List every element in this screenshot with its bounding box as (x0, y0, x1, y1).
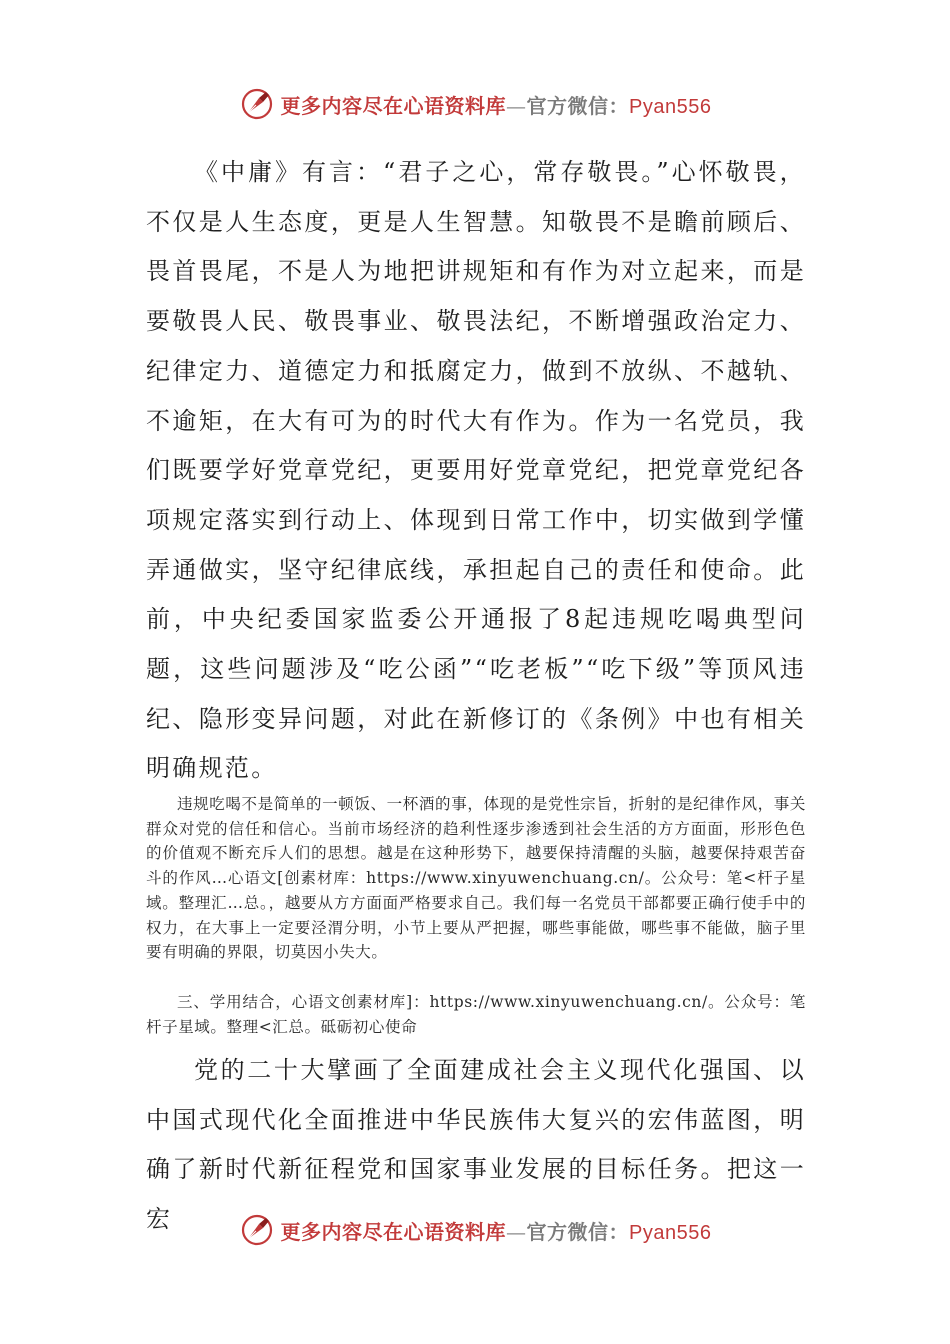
banner-main-text: 更多内容尽在心语资料库 (280, 93, 507, 118)
pen-nib-logo-icon (239, 1212, 275, 1248)
banner-official-label: 官方微信： (526, 1219, 630, 1244)
banner-dash: — (506, 93, 527, 118)
banner-wechat-id: Pyan556 (629, 95, 712, 118)
footer-banner (0, 1210, 950, 1250)
banner-content (239, 1212, 712, 1248)
banner-official-label: 官方微信： (526, 93, 630, 118)
banner-dash: — (506, 1219, 527, 1244)
paragraph-respect: 《中庸》有言：“君子之心，常存敬畏。”心怀敬畏，不仅是人生态度，更是人生智慧。知敬畏不是瞻前顾后、畏首畏尾，不是人为地把讲规矩和有作为对立起来，而是要敬畏人民、敬畏事业、敬畏法纪，不断增强政治定力、纪律定力、道德定力和抵腐定力，做到不放纵、不越轨、不逾矩，在大有可为的时代大有作为。作为一名党员，我们既要学好党章党纪，更要用好党章党纪，把党章党纪各项规定落实到行动上、体现到日常工作中，切实做到学懂弄通做实，坚守纪律底线，承担起自己的责任和使命。此前，中央纪委国家监委公开通报了8起违规吃喝典型问题，这些问题涉及“吃公函”“吃老板”“吃下级”等顶风违纪、隐形变异问题，对此在新修订的《条例》中也有相关明确规范。 (146, 158, 806, 783)
banner-content (239, 86, 712, 122)
header-banner (0, 84, 950, 124)
banner-text (281, 90, 712, 119)
banner-main-text: 更多内容尽在心语资料库 (280, 1219, 507, 1244)
banner-wechat-id: Pyan556 (629, 1221, 712, 1244)
banner-text (281, 1216, 712, 1245)
paragraph-dining-violations: 违规吃喝不是简单的一顿饭、一杯酒的事，体现的是党性宗旨，折射的是纪律作风，事关群众对党的信任和信心。当前市场经济的趋利性逐步渗透到社会生活的方方面面，形形色色的价值观不断充斥人们的思想。越是在这种形势下，越要保持清醒的头脑，越要保持艰苦奋斗的作风…心语文[创素材库：https://www.xinyuwenchuang.cn/。公众号：笔<杆子星域。整理汇…总。，越要从方方面面严格要求自己。我们每一名党员干部都要正确行使手中的权力，在大事上一定要泾渭分明，小节上要从严把握，哪些事能做，哪些事不能做，脑子里要有明确的界限，切莫因小失大。 (146, 795, 806, 962)
pen-nib-logo-icon (239, 86, 275, 122)
paragraph-twentieth-congress: 党的二十大擘画了全面建成社会主义现代化强国、以中国式现代化全面推进中华民族伟大复兴的宏伟蓝图，明确了新时代新征程党和国家事业发展的目标任务。把这一宏 (146, 1056, 806, 1234)
section-heading-three: 三、学用结合，心语文创素材库]：https://www.xinyuwenchuang.cn/。公众号：笔杆子星域。整理<汇总。砥砺初心使命 (146, 993, 806, 1036)
